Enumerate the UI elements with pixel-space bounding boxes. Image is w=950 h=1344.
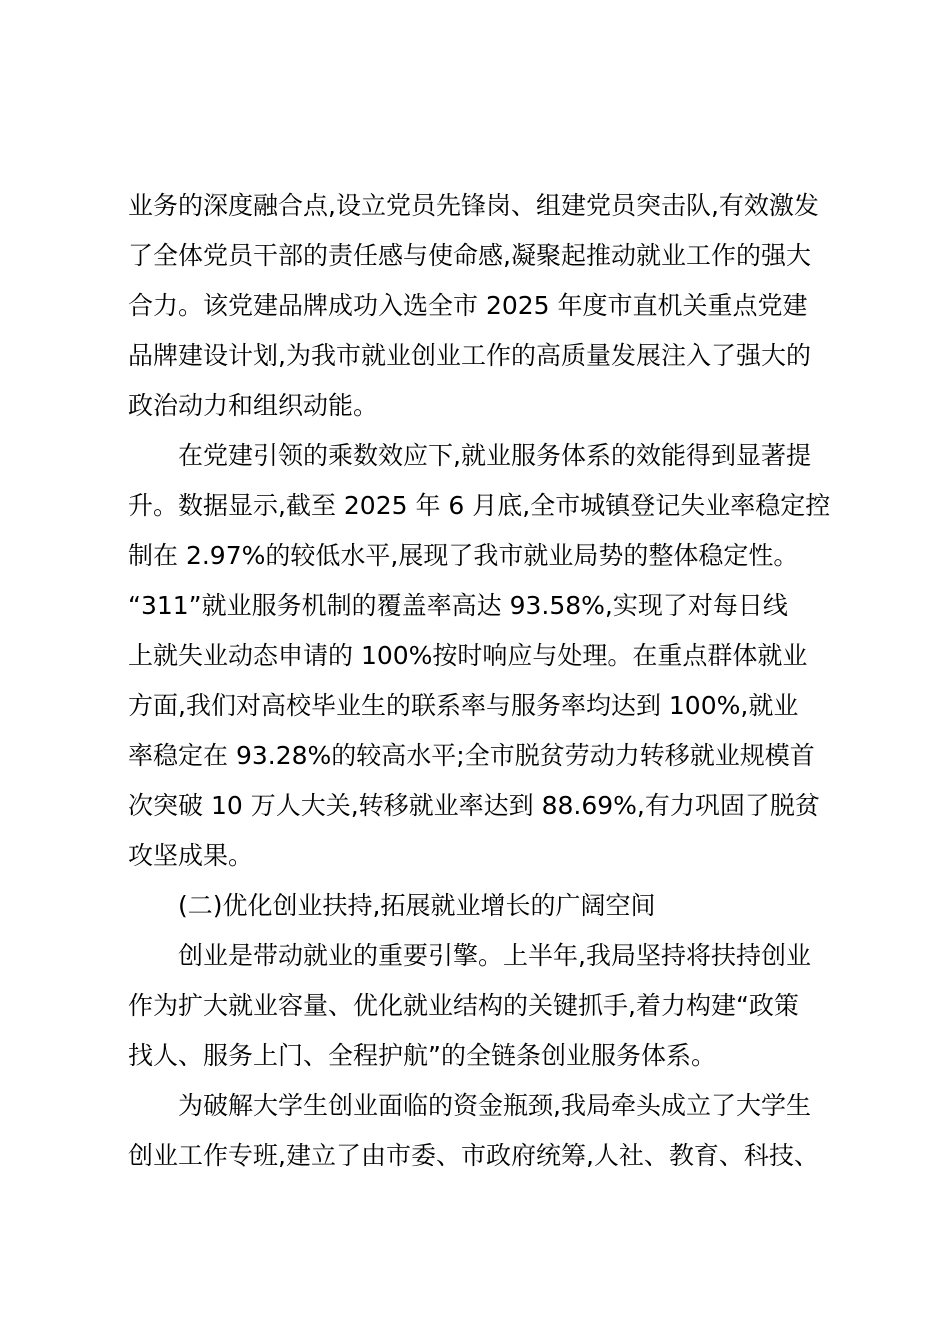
paragraph-start-line: 在党建引领的乘数效应下,就业服务体系的效能得到显著提 [178, 441, 811, 470]
paragraph-start-line: 为破解大学生创业面临的资金瓶颈,我局牵头成立了大学生 [178, 1091, 811, 1120]
body-text-line: 率稳定在 93.28%的较高水平;全市脱贫劳动力转移就业规模首 [128, 741, 815, 770]
body-text-line: 升。数据显示,截至 2025 年 6 月底,全市城镇登记失业率稳定控 [128, 491, 831, 520]
body-text-line: 找人、服务上门、全程护航”的全链条创业服务体系。 [128, 1041, 716, 1070]
body-text-line: 次突破 10 万人大关,转移就业率达到 88.69%,有力巩固了脱贫 [128, 791, 820, 820]
body-text-line: 政治动力和组织动能。 [128, 391, 379, 420]
body-text-line: 业务的深度融合点,设立党员先锋岗、组建党员突击队,有效激发 [128, 191, 819, 220]
body-text-line: 了全体党员干部的责任感与使命感,凝聚起推动就业工作的强大 [128, 241, 811, 270]
section-heading: (二)优化创业扶持,拓展就业增长的广阔空间 [178, 891, 656, 920]
body-text-line: “311”就业服务机制的覆盖率高达 93.58%,实现了对每日线 [128, 591, 788, 620]
paragraph-start-line: 创业是带动就业的重要引擎。上半年,我局坚持将扶持创业 [178, 941, 811, 970]
body-text-line: 作为扩大就业容量、优化就业结构的关键抓手,着力构建“政策 [128, 991, 799, 1020]
body-text-line: 合力。该党建品牌成功入选全市 2025 年度市直机关重点党建 [128, 291, 808, 320]
body-text-line: 上就失业动态申请的 100%按时响应与处理。在重点群体就业 [128, 641, 808, 670]
body-text-line: 制在 2.97%的较低水平,展现了我市就业局势的整体稳定性。 [128, 541, 799, 570]
body-text-line: 创业工作专班,建立了由市委、市政府统筹,人社、教育、科技、 [128, 1141, 819, 1170]
body-text-line: 攻坚成果。 [128, 841, 254, 870]
body-text-line: 品牌建设计划,为我市就业创业工作的高质量发展注入了强大的 [128, 341, 811, 370]
body-text-line: 方面,我们对高校毕业生的联系率与服务率均达到 100%,就业 [128, 691, 799, 720]
